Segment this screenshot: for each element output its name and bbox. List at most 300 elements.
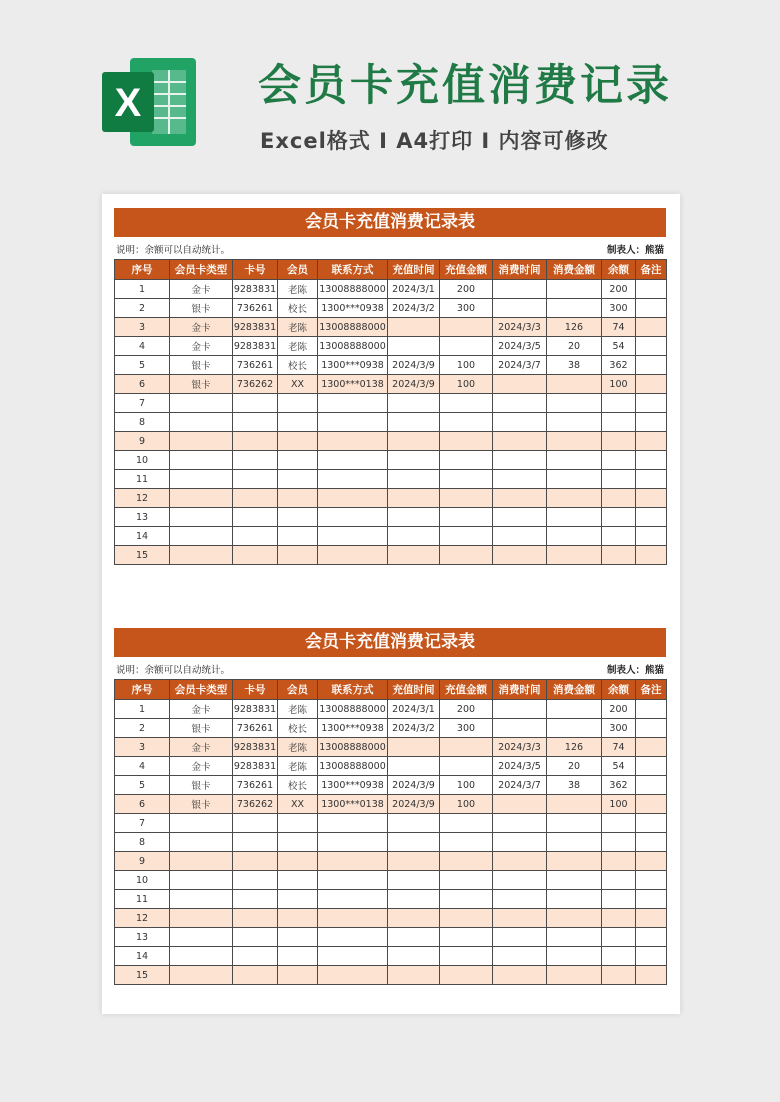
table-cell[interactable]: [636, 719, 667, 738]
table-cell[interactable]: [233, 489, 278, 508]
table-cell[interactable]: [318, 508, 388, 527]
table-cell[interactable]: [440, 527, 493, 546]
table-cell[interactable]: [493, 719, 547, 738]
table-cell[interactable]: [636, 394, 667, 413]
table-cell[interactable]: 100: [602, 375, 636, 394]
table-cell[interactable]: 1: [115, 280, 170, 299]
table-cell[interactable]: 7: [115, 394, 170, 413]
table-cell[interactable]: [440, 451, 493, 470]
table-cell[interactable]: 1300***0138: [318, 375, 388, 394]
table-cell[interactable]: [233, 966, 278, 985]
table-cell[interactable]: 13008888000: [318, 738, 388, 757]
table-cell[interactable]: [636, 947, 667, 966]
table-cell[interactable]: 3: [115, 318, 170, 337]
table-cell[interactable]: [547, 451, 602, 470]
table-cell[interactable]: 200: [440, 700, 493, 719]
table-cell[interactable]: [388, 489, 440, 508]
table-cell[interactable]: [547, 814, 602, 833]
table-cell[interactable]: 4: [115, 757, 170, 776]
table-cell[interactable]: [170, 489, 233, 508]
table-cell[interactable]: 6: [115, 795, 170, 814]
table-cell[interactable]: 9283831: [233, 280, 278, 299]
table-cell[interactable]: 13008888000: [318, 700, 388, 719]
table-cell[interactable]: [440, 966, 493, 985]
table-cell[interactable]: [636, 738, 667, 757]
table-cell[interactable]: 100: [440, 375, 493, 394]
table-cell[interactable]: [388, 527, 440, 546]
table-cell[interactable]: [547, 871, 602, 890]
table-cell[interactable]: 2024/3/7: [493, 356, 547, 375]
table-cell[interactable]: 1300***0938: [318, 776, 388, 795]
table-cell[interactable]: [388, 508, 440, 527]
table-cell[interactable]: [493, 280, 547, 299]
table-cell[interactable]: [636, 795, 667, 814]
table-cell[interactable]: [440, 394, 493, 413]
table-cell[interactable]: 2: [115, 299, 170, 318]
table-cell[interactable]: [278, 966, 318, 985]
table-cell[interactable]: 54: [602, 337, 636, 356]
table-cell[interactable]: [170, 546, 233, 565]
table-cell[interactable]: 老陈: [278, 757, 318, 776]
table-cell[interactable]: [278, 451, 318, 470]
table-cell[interactable]: [233, 413, 278, 432]
table-cell[interactable]: [440, 413, 493, 432]
table-cell[interactable]: 金卡: [170, 757, 233, 776]
table-cell[interactable]: 8: [115, 833, 170, 852]
table-cell[interactable]: [440, 470, 493, 489]
table-cell[interactable]: 13008888000: [318, 280, 388, 299]
table-cell[interactable]: [170, 394, 233, 413]
table-cell[interactable]: [547, 546, 602, 565]
table-cell[interactable]: [547, 795, 602, 814]
table-cell[interactable]: [547, 719, 602, 738]
table-cell[interactable]: [636, 337, 667, 356]
table-cell[interactable]: [493, 470, 547, 489]
table-cell[interactable]: [636, 527, 667, 546]
table-cell[interactable]: [170, 909, 233, 928]
table-cell[interactable]: [233, 833, 278, 852]
table-cell[interactable]: 10: [115, 871, 170, 890]
table-cell[interactable]: [547, 890, 602, 909]
table-cell[interactable]: [440, 852, 493, 871]
table-cell[interactable]: [233, 527, 278, 546]
table-cell[interactable]: [440, 871, 493, 890]
table-cell[interactable]: [318, 546, 388, 565]
table-cell[interactable]: [602, 928, 636, 947]
table-cell[interactable]: 老陈: [278, 337, 318, 356]
table-cell[interactable]: 9283831: [233, 700, 278, 719]
table-cell[interactable]: [440, 337, 493, 356]
table-cell[interactable]: [278, 489, 318, 508]
table-cell[interactable]: [318, 489, 388, 508]
table-cell[interactable]: 1300***0938: [318, 299, 388, 318]
table-cell[interactable]: 200: [440, 280, 493, 299]
table-cell[interactable]: [170, 871, 233, 890]
table-cell[interactable]: [318, 928, 388, 947]
table-cell[interactable]: [318, 890, 388, 909]
table-cell[interactable]: [493, 413, 547, 432]
table-cell[interactable]: 11: [115, 890, 170, 909]
table-cell[interactable]: [233, 470, 278, 489]
table-cell[interactable]: [233, 432, 278, 451]
table-cell[interactable]: [388, 546, 440, 565]
table-cell[interactable]: 4: [115, 337, 170, 356]
table-cell[interactable]: [636, 776, 667, 795]
table-cell[interactable]: [278, 871, 318, 890]
table-cell[interactable]: 736261: [233, 776, 278, 795]
table-cell[interactable]: [636, 508, 667, 527]
table-cell[interactable]: [233, 508, 278, 527]
table-cell[interactable]: [602, 909, 636, 928]
table-cell[interactable]: 2024/3/1: [388, 280, 440, 299]
table-cell[interactable]: [547, 280, 602, 299]
table-cell[interactable]: [547, 489, 602, 508]
table-cell[interactable]: [493, 375, 547, 394]
table-cell[interactable]: [440, 432, 493, 451]
table-cell[interactable]: [318, 413, 388, 432]
table-cell[interactable]: 3: [115, 738, 170, 757]
table-cell[interactable]: 362: [602, 776, 636, 795]
table-cell[interactable]: 9283831: [233, 738, 278, 757]
table-cell[interactable]: 校长: [278, 776, 318, 795]
table-cell[interactable]: [547, 394, 602, 413]
table-cell[interactable]: [278, 413, 318, 432]
table-cell[interactable]: 13008888000: [318, 318, 388, 337]
table-cell[interactable]: 银卡: [170, 356, 233, 375]
table-cell[interactable]: [636, 833, 667, 852]
table-cell[interactable]: [388, 470, 440, 489]
table-cell[interactable]: [170, 966, 233, 985]
table-cell[interactable]: [440, 546, 493, 565]
table-cell[interactable]: [233, 947, 278, 966]
table-cell[interactable]: [602, 966, 636, 985]
table-cell[interactable]: [440, 738, 493, 757]
table-cell[interactable]: 2024/3/3: [493, 318, 547, 337]
table-cell[interactable]: [318, 470, 388, 489]
table-cell[interactable]: [636, 432, 667, 451]
table-cell[interactable]: [170, 947, 233, 966]
table-cell[interactable]: 362: [602, 356, 636, 375]
table-cell[interactable]: 2024/3/2: [388, 719, 440, 738]
table-cell[interactable]: 300: [440, 719, 493, 738]
table-cell[interactable]: [602, 508, 636, 527]
table-cell[interactable]: 9283831: [233, 337, 278, 356]
table-cell[interactable]: 15: [115, 966, 170, 985]
table-cell[interactable]: [636, 757, 667, 776]
table-cell[interactable]: [636, 871, 667, 890]
table-cell[interactable]: [602, 814, 636, 833]
table-cell[interactable]: [318, 451, 388, 470]
table-cell[interactable]: [493, 795, 547, 814]
table-cell[interactable]: [233, 928, 278, 947]
table-cell[interactable]: [278, 890, 318, 909]
table-cell[interactable]: [602, 527, 636, 546]
table-cell[interactable]: [636, 546, 667, 565]
table-cell[interactable]: 2024/3/9: [388, 776, 440, 795]
table-cell[interactable]: 20: [547, 757, 602, 776]
table-cell[interactable]: [233, 909, 278, 928]
table-cell[interactable]: [547, 375, 602, 394]
table-cell[interactable]: [278, 928, 318, 947]
table-cell[interactable]: 银卡: [170, 719, 233, 738]
table-cell[interactable]: 15: [115, 546, 170, 565]
table-cell[interactable]: [278, 470, 318, 489]
table-cell[interactable]: [388, 413, 440, 432]
table-cell[interactable]: [547, 508, 602, 527]
table-cell[interactable]: [493, 700, 547, 719]
table-cell[interactable]: [602, 852, 636, 871]
table-cell[interactable]: [547, 527, 602, 546]
table-cell[interactable]: 54: [602, 757, 636, 776]
table-cell[interactable]: 38: [547, 356, 602, 375]
table-cell[interactable]: 736261: [233, 299, 278, 318]
table-cell[interactable]: 300: [602, 299, 636, 318]
table-cell[interactable]: 2024/3/9: [388, 375, 440, 394]
table-cell[interactable]: [388, 947, 440, 966]
table-cell[interactable]: [636, 470, 667, 489]
table-cell[interactable]: [493, 966, 547, 985]
table-cell[interactable]: 7: [115, 814, 170, 833]
table-cell[interactable]: 老陈: [278, 700, 318, 719]
table-cell[interactable]: [636, 852, 667, 871]
table-cell[interactable]: [388, 318, 440, 337]
table-cell[interactable]: [636, 966, 667, 985]
table-cell[interactable]: [636, 928, 667, 947]
table-cell[interactable]: [170, 508, 233, 527]
table-cell[interactable]: 1: [115, 700, 170, 719]
table-cell[interactable]: [440, 909, 493, 928]
table-cell[interactable]: [170, 413, 233, 432]
table-cell[interactable]: [602, 413, 636, 432]
table-cell[interactable]: [318, 432, 388, 451]
table-cell[interactable]: 12: [115, 489, 170, 508]
table-cell[interactable]: [388, 337, 440, 356]
table-cell[interactable]: [493, 928, 547, 947]
table-cell[interactable]: 300: [602, 719, 636, 738]
table-cell[interactable]: 老陈: [278, 738, 318, 757]
table-cell[interactable]: [636, 700, 667, 719]
table-cell[interactable]: 12: [115, 909, 170, 928]
table-cell[interactable]: [318, 947, 388, 966]
table-cell[interactable]: 1300***0938: [318, 719, 388, 738]
table-cell[interactable]: 200: [602, 280, 636, 299]
table-cell[interactable]: 校长: [278, 299, 318, 318]
table-cell[interactable]: XX: [278, 795, 318, 814]
table-cell[interactable]: [547, 966, 602, 985]
table-cell[interactable]: 校长: [278, 719, 318, 738]
table-cell[interactable]: 9283831: [233, 757, 278, 776]
table-cell[interactable]: [493, 432, 547, 451]
table-cell[interactable]: [493, 451, 547, 470]
table-cell[interactable]: [170, 852, 233, 871]
table-cell[interactable]: 736261: [233, 356, 278, 375]
table-cell[interactable]: 736261: [233, 719, 278, 738]
table-cell[interactable]: 银卡: [170, 795, 233, 814]
table-cell[interactable]: [636, 909, 667, 928]
table-cell[interactable]: [602, 470, 636, 489]
table-cell[interactable]: [388, 432, 440, 451]
table-cell[interactable]: [170, 928, 233, 947]
table-cell[interactable]: [440, 928, 493, 947]
table-cell[interactable]: [440, 814, 493, 833]
table-cell[interactable]: [636, 451, 667, 470]
table-cell[interactable]: [233, 814, 278, 833]
table-cell[interactable]: 1300***0938: [318, 356, 388, 375]
table-cell[interactable]: 9283831: [233, 318, 278, 337]
table-cell[interactable]: [278, 814, 318, 833]
table-cell[interactable]: 2024/3/2: [388, 299, 440, 318]
table-cell[interactable]: 1300***0138: [318, 795, 388, 814]
table-cell[interactable]: [440, 833, 493, 852]
table-cell[interactable]: [278, 394, 318, 413]
table-cell[interactable]: [602, 871, 636, 890]
table-cell[interactable]: [318, 909, 388, 928]
table-cell[interactable]: [233, 852, 278, 871]
table-cell[interactable]: [636, 356, 667, 375]
table-cell[interactable]: 100: [440, 776, 493, 795]
table-cell[interactable]: [547, 833, 602, 852]
table-cell[interactable]: [440, 890, 493, 909]
table-cell[interactable]: [388, 871, 440, 890]
table-cell[interactable]: [602, 890, 636, 909]
table-cell[interactable]: [388, 833, 440, 852]
table-cell[interactable]: 300: [440, 299, 493, 318]
table-cell[interactable]: [170, 451, 233, 470]
table-cell[interactable]: [636, 890, 667, 909]
table-cell[interactable]: [602, 489, 636, 508]
table-cell[interactable]: 5: [115, 776, 170, 795]
table-cell[interactable]: 2024/3/3: [493, 738, 547, 757]
table-cell[interactable]: [602, 394, 636, 413]
table-cell[interactable]: 银卡: [170, 299, 233, 318]
table-cell[interactable]: [278, 833, 318, 852]
table-cell[interactable]: 5: [115, 356, 170, 375]
table-cell[interactable]: 金卡: [170, 738, 233, 757]
table-cell[interactable]: [318, 527, 388, 546]
table-cell[interactable]: 2024/3/7: [493, 776, 547, 795]
table-cell[interactable]: 10: [115, 451, 170, 470]
table-cell[interactable]: [233, 451, 278, 470]
table-cell[interactable]: [636, 280, 667, 299]
table-cell[interactable]: [278, 909, 318, 928]
table-cell[interactable]: [388, 451, 440, 470]
table-cell[interactable]: 2024/3/9: [388, 356, 440, 375]
table-cell[interactable]: [388, 757, 440, 776]
table-cell[interactable]: [636, 318, 667, 337]
table-cell[interactable]: [547, 909, 602, 928]
table-cell[interactable]: [602, 451, 636, 470]
table-cell[interactable]: 13: [115, 928, 170, 947]
table-cell[interactable]: [233, 546, 278, 565]
table-cell[interactable]: [602, 546, 636, 565]
table-cell[interactable]: [233, 394, 278, 413]
table-cell[interactable]: 2024/3/5: [493, 757, 547, 776]
table-cell[interactable]: [440, 508, 493, 527]
table-cell[interactable]: 银卡: [170, 375, 233, 394]
table-cell[interactable]: 9: [115, 432, 170, 451]
table-cell[interactable]: [493, 871, 547, 890]
table-cell[interactable]: [233, 890, 278, 909]
table-cell[interactable]: [233, 871, 278, 890]
table-cell[interactable]: [440, 489, 493, 508]
table-cell[interactable]: [278, 432, 318, 451]
table-cell[interactable]: 8: [115, 413, 170, 432]
table-cell[interactable]: [388, 928, 440, 947]
table-cell[interactable]: 2024/3/9: [388, 795, 440, 814]
table-cell[interactable]: [547, 470, 602, 489]
table-cell[interactable]: [636, 489, 667, 508]
table-cell[interactable]: [170, 814, 233, 833]
table-cell[interactable]: [493, 394, 547, 413]
table-cell[interactable]: [388, 814, 440, 833]
table-cell[interactable]: [636, 375, 667, 394]
table-cell[interactable]: 100: [602, 795, 636, 814]
table-cell[interactable]: 老陈: [278, 318, 318, 337]
table-cell[interactable]: 2: [115, 719, 170, 738]
table-cell[interactable]: 银卡: [170, 776, 233, 795]
table-cell[interactable]: 20: [547, 337, 602, 356]
table-cell[interactable]: [636, 814, 667, 833]
table-cell[interactable]: [318, 814, 388, 833]
table-cell[interactable]: 校长: [278, 356, 318, 375]
table-cell[interactable]: [388, 738, 440, 757]
table-cell[interactable]: 金卡: [170, 318, 233, 337]
table-cell[interactable]: 14: [115, 527, 170, 546]
table-cell[interactable]: [170, 470, 233, 489]
table-cell[interactable]: [440, 947, 493, 966]
table-cell[interactable]: [388, 890, 440, 909]
table-cell[interactable]: [278, 947, 318, 966]
table-cell[interactable]: [493, 546, 547, 565]
table-cell[interactable]: [278, 527, 318, 546]
table-cell[interactable]: 14: [115, 947, 170, 966]
table-cell[interactable]: 金卡: [170, 337, 233, 356]
table-cell[interactable]: [493, 299, 547, 318]
table-cell[interactable]: [493, 833, 547, 852]
table-cell[interactable]: [388, 394, 440, 413]
table-cell[interactable]: [318, 394, 388, 413]
table-cell[interactable]: [318, 852, 388, 871]
table-cell[interactable]: [170, 833, 233, 852]
table-cell[interactable]: 2024/3/1: [388, 700, 440, 719]
table-cell[interactable]: 11: [115, 470, 170, 489]
table-cell[interactable]: 13008888000: [318, 337, 388, 356]
table-cell[interactable]: [547, 413, 602, 432]
table-cell[interactable]: [547, 299, 602, 318]
table-cell[interactable]: [493, 489, 547, 508]
table-cell[interactable]: [547, 947, 602, 966]
table-cell[interactable]: [440, 757, 493, 776]
table-cell[interactable]: [278, 546, 318, 565]
table-cell[interactable]: 74: [602, 738, 636, 757]
table-cell[interactable]: 9: [115, 852, 170, 871]
table-cell[interactable]: [440, 318, 493, 337]
table-cell[interactable]: [388, 966, 440, 985]
table-cell[interactable]: [388, 909, 440, 928]
table-cell[interactable]: [602, 947, 636, 966]
table-cell[interactable]: 200: [602, 700, 636, 719]
table-cell[interactable]: [636, 413, 667, 432]
table-cell[interactable]: [318, 833, 388, 852]
table-cell[interactable]: 736262: [233, 375, 278, 394]
table-cell[interactable]: [278, 508, 318, 527]
table-cell[interactable]: 金卡: [170, 280, 233, 299]
table-cell[interactable]: [388, 852, 440, 871]
table-cell[interactable]: [602, 833, 636, 852]
table-cell[interactable]: [547, 928, 602, 947]
table-cell[interactable]: [602, 432, 636, 451]
table-cell[interactable]: 100: [440, 356, 493, 375]
